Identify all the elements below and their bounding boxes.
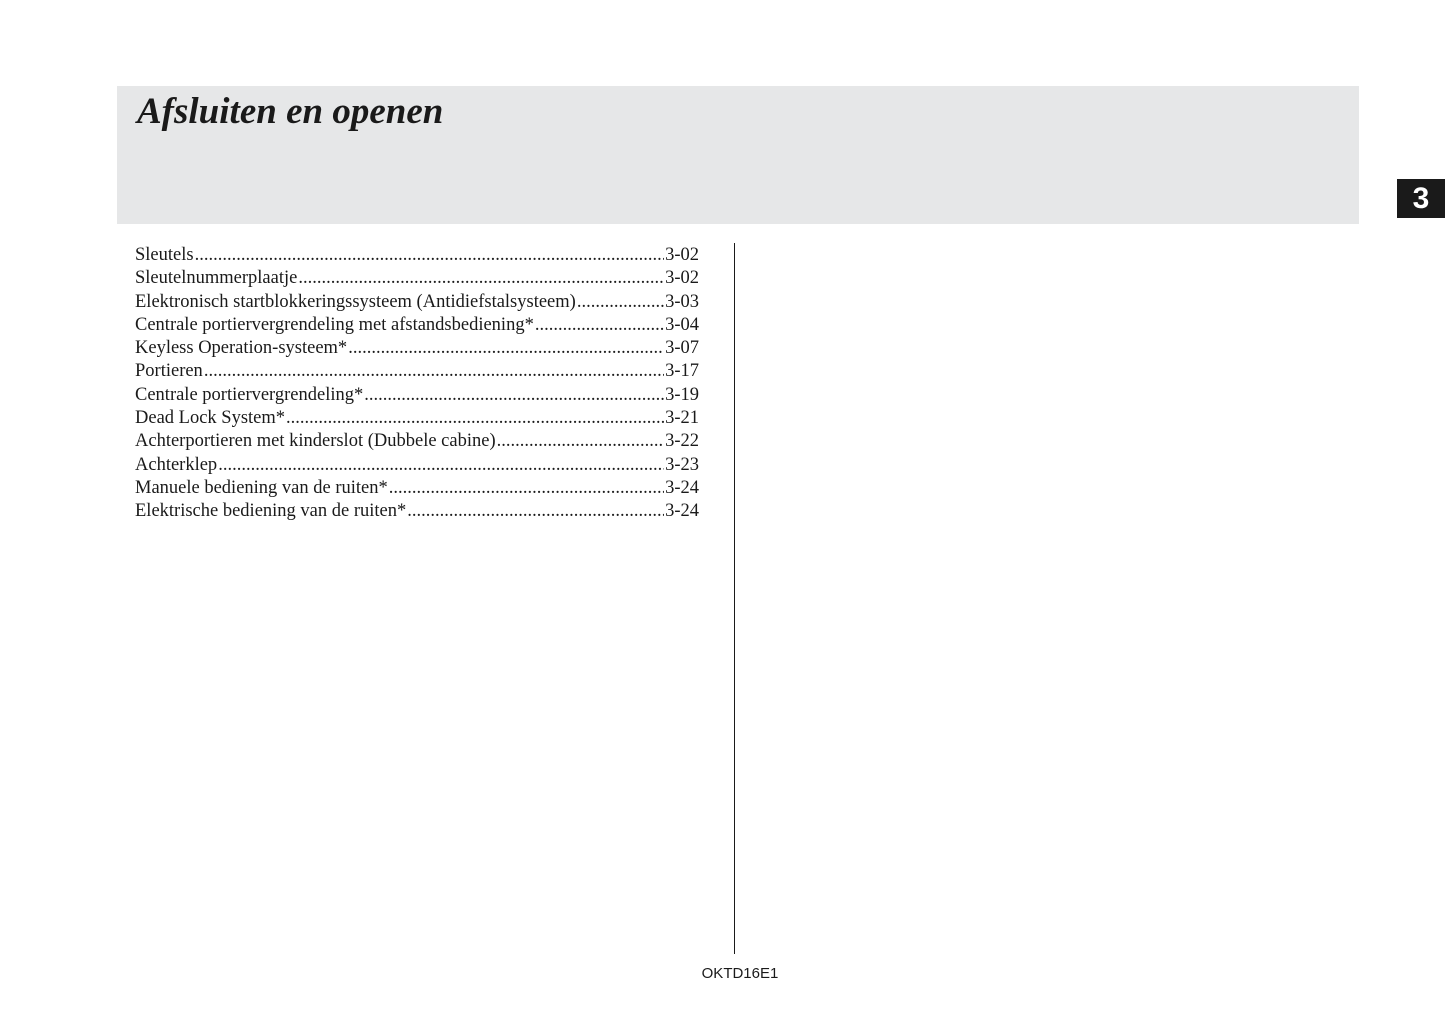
toc-entry-page: 3-22 [665,431,699,452]
toc-dot-leader [195,244,664,267]
toc-entry-title: Achterklep [135,454,218,475]
toc-entry-title: Achterportieren met kinderslot (Dubbele cabine) [135,431,496,452]
toc-entry-portiervergrendeling-afstandsbediening[interactable] [135,314,699,337]
toc-dot-leader [535,314,664,337]
toc-dot-leader [577,291,664,314]
table-of-contents [135,244,699,524]
toc-entry-startblokkering[interactable] [135,291,699,314]
toc-dot-leader [286,407,664,430]
toc-entry-page: 3-02 [665,245,699,265]
toc-entry-page: 3-02 [665,268,699,289]
toc-entry-page: 3-24 [665,477,699,498]
chapter-tab: 3 [1397,179,1445,218]
toc-entry-title: Keyless Operation-systeem* [135,338,348,359]
toc-entry-keyless-operation[interactable] [135,337,699,360]
toc-entry-portieren[interactable] [135,360,699,383]
toc-entry-page: 3-17 [665,361,699,382]
toc-dot-leader [218,454,664,477]
toc-dot-leader [204,360,664,383]
toc-entry-achterklep[interactable] [135,454,699,477]
toc-entry-page: 3-07 [665,338,699,359]
toc-entry-title: Elektronisch startblokkeringssysteem (Antidiefstalsysteem) [135,291,576,312]
toc-entry-title: Centrale portiervergrendeling met afstandsbediening* [135,314,534,335]
toc-entry-title: Sleutelnummerplaatje [135,268,298,289]
toc-entry-manuele-ruiten[interactable] [135,477,699,500]
toc-entry-page: 3-19 [665,384,699,405]
toc-entry-title: Centrale portiervergrendeling* [135,384,364,405]
toc-entry-sleutels[interactable] [135,244,699,267]
chapter-title: Afsluiten en openen [137,91,444,132]
toc-entry-sleutelnummerplaatje[interactable] [135,267,699,290]
toc-entry-elektrische-ruiten[interactable] [135,500,699,523]
toc-dot-leader [298,267,664,290]
toc-dot-leader [348,337,664,360]
toc-entry-dead-lock-system[interactable] [135,407,699,430]
column-divider [734,243,735,954]
toc-entry-page: 3-03 [665,291,699,312]
toc-dot-leader [389,477,664,500]
toc-entry-title: Elektrische bediening van de ruiten* [135,501,407,522]
toc-entry-title: Manuele bediening van de ruiten* [135,477,388,498]
toc-entry-title: Dead Lock System* [135,408,286,429]
toc-entry-title: Sleutels [135,245,194,265]
toc-entry-page: 3-21 [665,408,699,429]
document-code: OKTD16E1 [701,965,779,982]
toc-entry-title: Portieren [135,361,203,382]
toc-entry-achterportieren-kinderslot[interactable] [135,430,699,453]
toc-entry-page: 3-24 [665,501,699,522]
toc-entry-page: 3-04 [665,314,699,335]
toc-dot-leader [497,430,664,453]
toc-dot-leader [364,384,664,407]
toc-entry-page: 3-23 [665,454,699,475]
toc-dot-leader [407,500,664,523]
toc-entry-centrale-portiervergrendeling[interactable] [135,384,699,407]
